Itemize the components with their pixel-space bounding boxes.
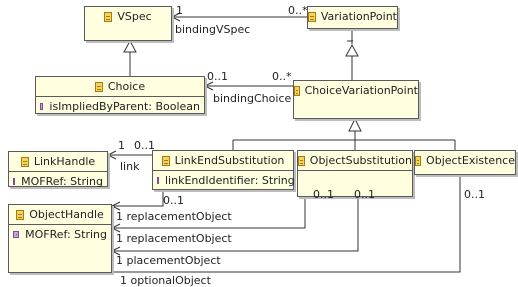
class-name: Choice bbox=[107, 80, 146, 93]
class-name: ObjectSubstitution bbox=[309, 154, 412, 167]
class-attribute bbox=[9, 224, 111, 244]
class-header bbox=[9, 152, 107, 171]
class-name: VSpec bbox=[117, 10, 152, 23]
class-choice-variation-point[interactable] bbox=[293, 80, 419, 119]
class-object-existence[interactable] bbox=[414, 150, 516, 175]
association-name: bindingVSpec bbox=[175, 23, 251, 36]
attribute-icon bbox=[13, 178, 15, 185]
class-header bbox=[298, 151, 412, 170]
generalization-arrow bbox=[124, 41, 136, 52]
multiplicity-label: 0..1 bbox=[207, 70, 228, 83]
attribute-text: linkEndIdentifier: String bbox=[165, 174, 295, 187]
class-link-handle[interactable] bbox=[8, 151, 108, 187]
multiplicity-label: 0..1 bbox=[313, 188, 334, 201]
class-attribute bbox=[36, 96, 204, 116]
attribute-text: isImpliedByParent: Boolean bbox=[49, 100, 200, 113]
class-icon bbox=[95, 82, 103, 92]
multiplicity-label: 0..1 bbox=[464, 188, 485, 201]
generalization-arrow bbox=[349, 119, 361, 131]
multiplicity-label: 0..* bbox=[272, 70, 292, 83]
association-end-label: 1 placementObject bbox=[116, 254, 221, 267]
attribute-text: MOFRef: String bbox=[25, 228, 107, 241]
class-header bbox=[153, 151, 293, 170]
class-header bbox=[85, 7, 171, 26]
class-link-end-substitution[interactable] bbox=[152, 150, 294, 190]
class-icon bbox=[294, 86, 300, 96]
class-object-handle[interactable] bbox=[8, 204, 112, 273]
class-name: LinkEndSubstitution bbox=[174, 154, 285, 167]
class-attribute-compartment bbox=[298, 170, 412, 188]
class-icon bbox=[298, 156, 305, 166]
class-header bbox=[294, 81, 418, 100]
class-name: ObjectHandle bbox=[29, 208, 104, 221]
class-attribute bbox=[9, 171, 107, 191]
class-vspec[interactable] bbox=[84, 6, 172, 41]
attribute-icon bbox=[13, 231, 19, 238]
class-name: LinkHandle bbox=[33, 155, 96, 168]
association-end-label: 1 replacementObject bbox=[116, 210, 232, 223]
class-header bbox=[36, 77, 204, 96]
multiplicity-label: 0..1 bbox=[163, 194, 184, 207]
multiplicity-label: 1 bbox=[176, 4, 183, 17]
multiplicity-label: 1 bbox=[118, 139, 125, 152]
association-end-label: 1 replacementObject bbox=[116, 232, 232, 245]
association-name: link bbox=[120, 160, 140, 173]
class-header bbox=[415, 151, 515, 170]
class-icon bbox=[308, 12, 316, 22]
class-icon bbox=[415, 156, 421, 166]
class-attribute bbox=[153, 170, 293, 190]
attribute-icon bbox=[40, 103, 43, 110]
multiplicity-label: 0..1 bbox=[354, 188, 375, 201]
class-name: ChoiceVariationPoint bbox=[304, 84, 418, 97]
class-variation-point[interactable] bbox=[307, 6, 398, 29]
class-icon bbox=[21, 157, 29, 167]
class-icon bbox=[162, 156, 170, 166]
class-choice[interactable] bbox=[35, 76, 205, 114]
multiplicity-label: 0..1 bbox=[134, 139, 155, 152]
class-name: VariationPoint bbox=[320, 10, 397, 23]
association-name: bindingChoice bbox=[213, 92, 292, 105]
class-icon bbox=[16, 210, 24, 220]
generalization-arrow bbox=[346, 45, 358, 56]
class-header bbox=[9, 205, 111, 224]
association-end-label: 1 optionalObject bbox=[120, 274, 211, 287]
attribute-text: MOFRef: String bbox=[21, 175, 103, 188]
multiplicity-label: 0..* bbox=[288, 4, 308, 17]
class-icon bbox=[104, 12, 112, 22]
class-header bbox=[308, 7, 397, 26]
class-name: ObjectExistence bbox=[426, 154, 515, 167]
attribute-icon bbox=[157, 177, 159, 184]
